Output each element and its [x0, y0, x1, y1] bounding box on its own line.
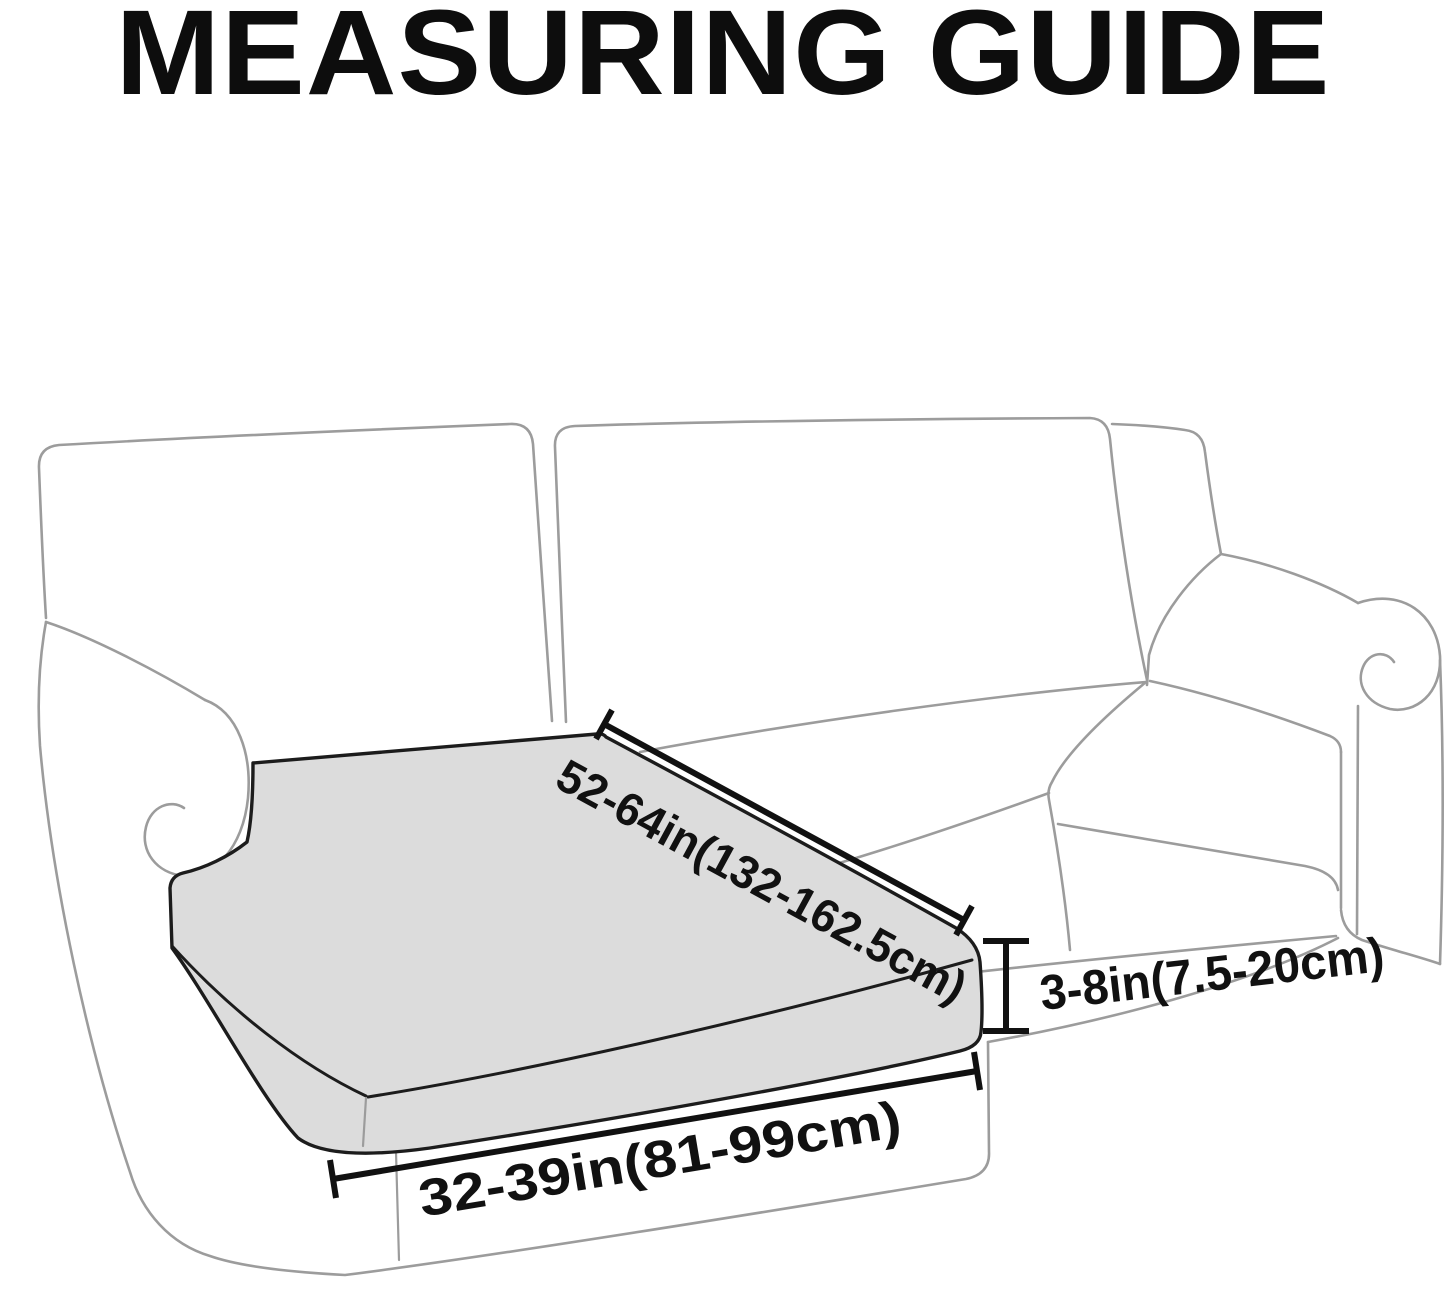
left-arm — [46, 622, 249, 876]
right-arm — [1221, 554, 1443, 964]
right-arm-inner-edge — [1357, 706, 1358, 934]
right-arm-roll — [1358, 599, 1440, 710]
back-cushion-right — [1112, 424, 1221, 685]
right-arm-top-edge — [1221, 554, 1358, 603]
seat-cushion-right-front-top-edge — [1058, 824, 1338, 890]
seat-cushion-middle-front-top-edge — [836, 793, 1049, 864]
left-arm-roll — [145, 700, 249, 876]
width-tick-start — [330, 1160, 336, 1198]
width-measure-label: 32-39in(81-99cm) — [414, 1101, 841, 1229]
seat-cushion-middle-top-edge — [640, 682, 1146, 752]
width-tick-end — [974, 1052, 980, 1090]
height-measure-label: 3-8in(7.5-20cm) — [1037, 926, 1398, 1021]
length-measure-label: 52-64in(132-162.5cm) — [548, 748, 980, 1016]
seat-cushion-right — [950, 681, 1341, 975]
seat-cushion-right-top-edge — [1150, 681, 1341, 752]
measurement-height — [983, 926, 1398, 1031]
right-arm-outer-edge — [1440, 660, 1443, 964]
left-arm-top-edge — [46, 622, 205, 700]
back-cushion-middle — [555, 418, 1147, 722]
length-tick-end — [956, 906, 972, 935]
page-title: MEASURING GUIDE — [115, 0, 1331, 120]
seat-cushion-middle-right-seam — [1048, 682, 1146, 950]
back-cushion-left — [39, 424, 552, 721]
